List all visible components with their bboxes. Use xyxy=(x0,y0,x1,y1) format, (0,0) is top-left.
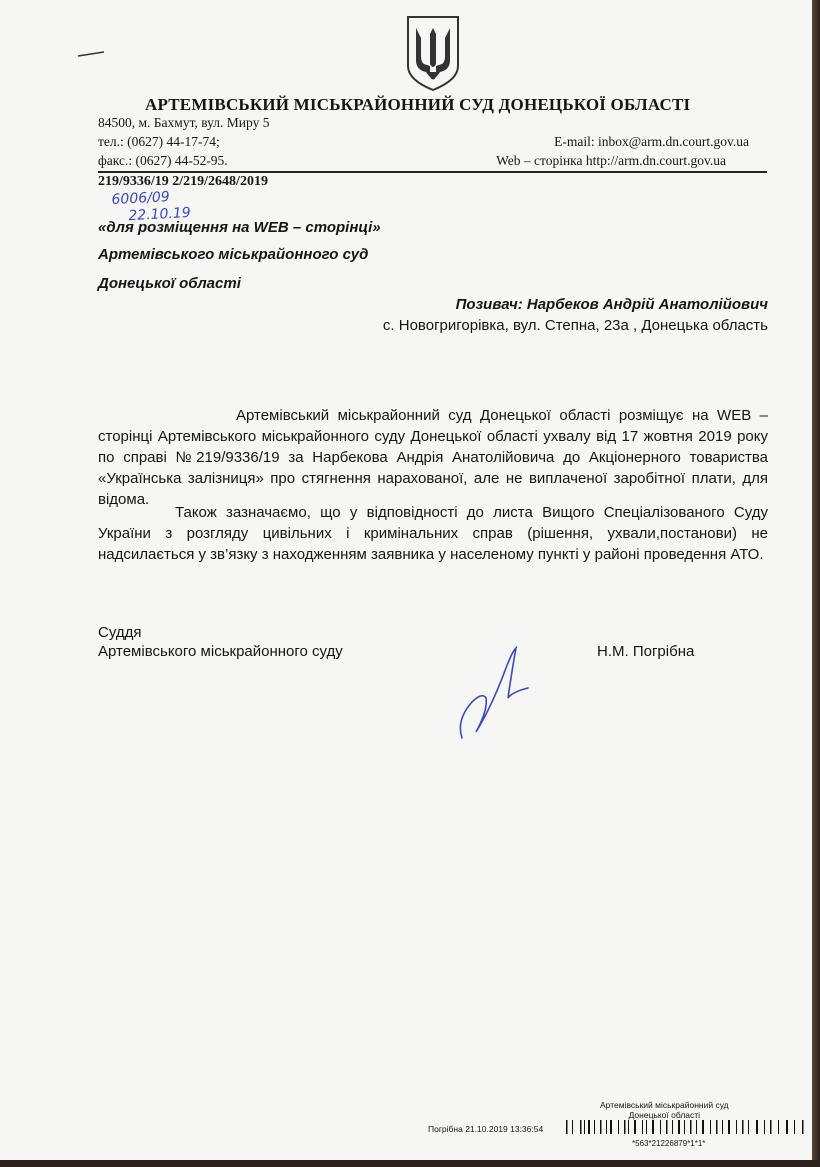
body-paragraph-2: Також зазначаємо, що у відповідності до листа Вищого Спеціалізованого Суду України з розгляду цивільних і кримінальних справ (рішення, ухвали,постанови) не надсилається у зв’язку з находженням заявника у населеному пункті у районі проведення АТО. xyxy=(98,504,768,563)
registration-stamp: Погрібна 21.10.2019 13:36:54 xyxy=(428,1124,544,1134)
handwritten-number: 6006/09 xyxy=(111,189,171,209)
court-title: АРТЕМІВСЬКИЙ МІСЬКРАЙОННИЙ СУД ДОНЕЦЬКОЇ ОБЛАСТІ xyxy=(145,95,691,114)
barcode-icon xyxy=(566,1120,809,1140)
judge-name: Н.М. Погрібна xyxy=(597,643,695,660)
body-paragraph-1-text: Артемівський міськрайонний суд Донецької області розміщує на WEB – сторінці Артемівського міськрайонного суду Донецької області ухвалу від 17 жовтня 2019 року по справі №219/9336/19 за Нарбекова Андрія Анатолійовича до Акціонерного товариства «Українська залізниця» про стягнення нарахованої, але не виплаченої заробітної плати, для відома. xyxy=(98,407,768,508)
registry-stamp-region: Донецької області xyxy=(628,1110,701,1120)
court-phone: тел.: (0627) 44-17-74; xyxy=(98,134,220,149)
court-website: Web – сторінка http://arm.dn.court.gov.ua xyxy=(496,153,726,168)
pen-mark-icon xyxy=(76,50,106,58)
court-fax: факс.: (0627) 44-52-95. xyxy=(98,153,228,168)
barcode-text: *563*21226879*1*1* xyxy=(632,1139,706,1148)
court-email: E-mail: inbox@arm.dn.court.gov.ua xyxy=(554,134,749,149)
handwritten-date: 22.10.19 xyxy=(128,204,192,225)
handwritten-signature-icon xyxy=(452,640,542,745)
addressee-line-2: Артемівського міськрайонного суд xyxy=(98,246,369,263)
plaintiff-address: с. Новогригорівка, вул. Степна, 23а , Донецька область xyxy=(382,317,768,334)
court-address: 84500, м. Бахмут, вул. Миру 5 xyxy=(98,115,270,130)
registry-stamp xyxy=(600,1100,729,1120)
scan-edge-right xyxy=(812,0,820,1167)
scan-edge-bottom xyxy=(0,1160,820,1167)
plaintiff-name: Позивач: Нарбеков Андрій Анатолійович xyxy=(455,296,768,313)
case-number: 219/9336/19 2/219/2648/2019 xyxy=(98,174,268,189)
header-divider xyxy=(98,171,767,173)
registry-stamp-court: Артемівський міськрайонний суд xyxy=(600,1100,729,1110)
trident-emblem-icon xyxy=(404,14,462,92)
signature-title: Суддя xyxy=(98,624,142,641)
addressee-line-1: «для розміщення на WEB – сторінці» xyxy=(98,219,381,236)
addressee-line-3: Донецької області xyxy=(98,275,241,292)
signature-court: Артемівського міськрайонного суду xyxy=(98,643,343,660)
body-paragraph-1 xyxy=(98,405,768,510)
